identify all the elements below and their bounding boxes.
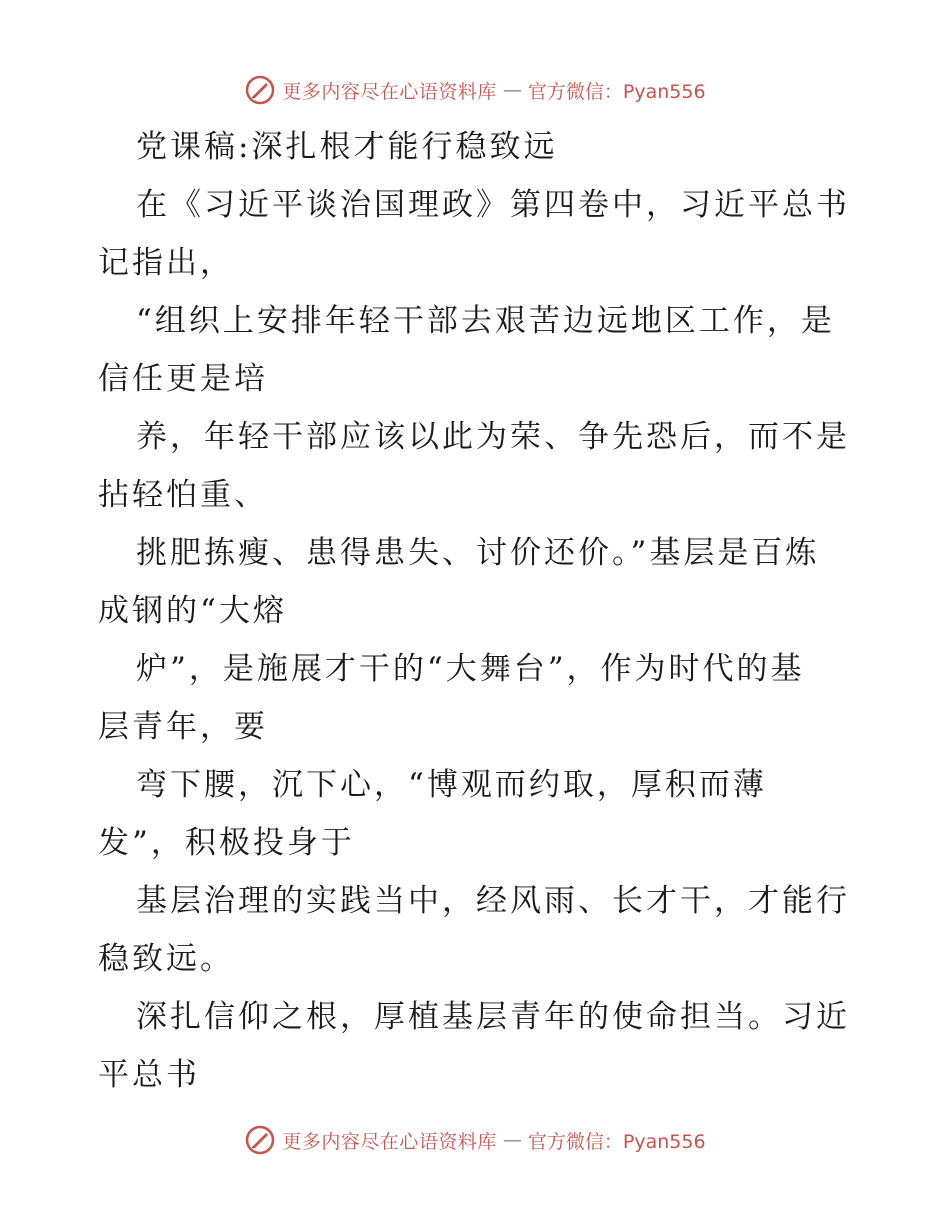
- quill-logo-icon: [244, 1124, 276, 1156]
- text-line: 拈轻怕重、: [98, 477, 268, 513]
- text-line: 基层治理的实践当中，经风雨、长才干，才能行: [136, 883, 850, 919]
- text-line: 信任更是培: [98, 361, 268, 397]
- watermark-contact: 官方微信：Pyan556: [527, 80, 706, 103]
- quill-logo-icon: [244, 74, 276, 106]
- text-line: 弯下腰，沉下心，“博观而约取，厚积而薄: [136, 767, 767, 803]
- document-body: [98, 118, 858, 1104]
- watermark-brand: 更多内容尽在心语资料库: [282, 80, 497, 103]
- text-line: 党课稿:深扎根才能行稳致远: [136, 129, 558, 165]
- text-line: 稳致远。: [98, 941, 234, 977]
- text-line: 挑肥拣瘦、患得患失、讨价还价。”基层是百炼: [136, 535, 820, 571]
- watermark-contact: 官方微信：Pyan556: [527, 1130, 706, 1153]
- text-line: “组织上安排年轻干部去艰苦边远地区工作，是: [136, 303, 835, 339]
- watermark-separator: —: [502, 1129, 522, 1151]
- watermark-brand: 更多内容尽在心语资料库: [282, 1130, 497, 1153]
- text-line: 层青年，要: [98, 709, 268, 745]
- text-line: 成钢的“大熔: [98, 593, 287, 629]
- text-line: 养，年轻干部应该以此为荣、争先恐后，而不是: [136, 419, 850, 455]
- text-line: 深扎信仰之根，厚植基层青年的使命担当。习近: [136, 999, 850, 1035]
- footer-watermark: [0, 1120, 950, 1160]
- text-line: 平总书: [98, 1057, 200, 1093]
- header-watermark: [0, 70, 950, 110]
- watermark-separator: —: [502, 79, 522, 101]
- text-line: 在《习近平谈治国理政》第四卷中，习近平总书: [136, 187, 850, 223]
- text-line: 炉”，是施展才干的“大舞台”，作为时代的基: [136, 651, 805, 687]
- text-line: 记指出，: [98, 245, 234, 281]
- text-line: 发”，积极投身于: [98, 825, 355, 861]
